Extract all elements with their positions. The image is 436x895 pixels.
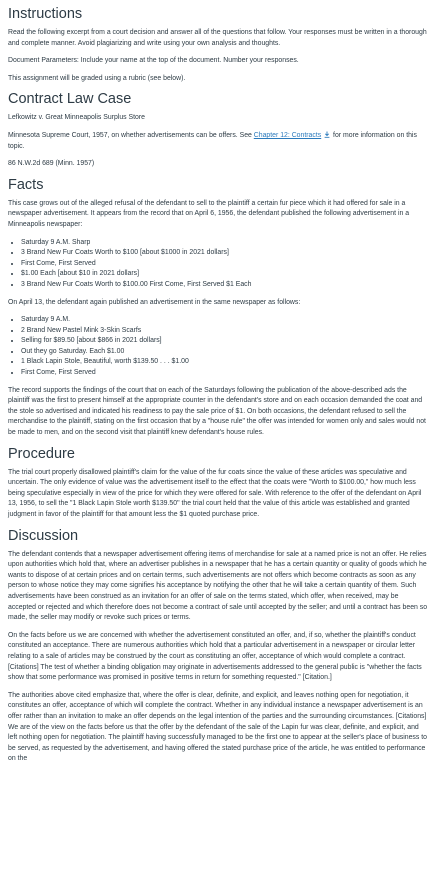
list-item: • $1.00 Each [about $10 in 2021 dollars]: [21, 269, 428, 280]
list-item: • 1 Black Lapin Stole, Beautiful, worth $139.50 . . . $1.00: [21, 357, 428, 368]
instructions-paragraph: Read the following excerpt from a court decision and answer all of the questions that follow. Your responses must be written in a thorough and complete manner. Avoid plagiarizing and write using your own analysis and thoughts.: [8, 29, 427, 47]
facts-paragraph-2: On April 13, the defendant again published an advertisement in the same newspaper as follows:: [8, 298, 301, 306]
discussion-heading: Discussion: [8, 527, 79, 544]
case-citation: 86 N.W.2d 689 (Minn. 1957): [8, 160, 95, 168]
case-court-text-after: for more information on this topic.: [8, 131, 417, 150]
rubric-note: This assignment will be graded using a rubric (see below).: [8, 74, 186, 82]
advertisement-list-1: [8, 238, 428, 291]
list-item: • 2 Brand New Pastel Mink 3-Skin Scarfs: [21, 326, 428, 337]
discussion-paragraph-2: On the facts before us we are concerned with whether the advertisement constituted an offer, and, if so, whether the plaintiff's conduct constituted an acceptance. There are numerous authorities which hold that a particular advertisement in a newspaper or circular letter relating to a sale of articles may be construed by the court as constituting an offer, acceptance of which would complete a contract. [Citations] The test of whether a binding obligation may originate in advertisements addressed to the general public is "whether the facts show that some performance was promised in positive terms in return for something requested." [Citation.]: [8, 631, 422, 682]
case-name: Lefkowitz v. Great Minneapolis Surplus Store: [8, 114, 145, 122]
list-item: • First Come, First Served: [21, 259, 428, 270]
list-item: • Saturday 9 A.M. Sharp: [21, 238, 428, 249]
list-item: • Out they go Saturday. Each $1.00: [21, 347, 428, 358]
case-court: [8, 131, 428, 152]
procedure-heading: Procedure: [8, 445, 75, 462]
download-icon[interactable]: [324, 131, 330, 138]
case-court-text: Minnesota Supreme Court, 1957, on whether advertisements can be offers. See: [8, 131, 254, 139]
instructions-heading: Instructions: [8, 6, 83, 22]
facts-paragraph-3: The record supports the findings of the court that on each of the Saturdays following the publication of the above-described ads the plaintiff was the first to present himself at the appropriate counter in the defendant's store and on each occasion demanded the coat and the stole so advertised and indicated his readiness to pay the sale price of $1. On both occasions, the defendant refused to sell the merchandise to the plaintiff, stating on the first occasion that by a "house rule" the offer was intended for women only and sales would not be made to men, and on the second visit that plaintiff knew defendant's house rules.: [8, 386, 426, 437]
chapter-link[interactable]: Chapter 12: Contracts: [253, 131, 322, 139]
facts-paragraph-1: This case grows out of the alleged refusal of the defendant to sell to the plaintiff a certain fur piece which it had offered for sale in a newspaper advertisement. It appears from the record that on April 6, 1956, the defendant published the following advertisement in a Minneapolis newspaper:: [8, 199, 410, 228]
document-parameters: Document Parameters: Include your name at the top of the document. Number your responses.: [8, 57, 299, 65]
list-item: • First Come, First Served: [21, 368, 428, 379]
discussion-paragraph-3: The authorities above cited emphasize that, where the offer is clear, definite, and explicit, and leaves nothing open for negotiation, it constitutes an offer, acceptance of which will complete the contract. Whether in any individual instance a newspaper advertisement is an offer rather than an invitation to make an offer depends on the legal intention of the parties and the surrounding circumstances. [Citations] We are of the view on the facts before us that the offer by the defendant of the sale of the Lapin fur was clear, definite, and explicit, and left nothing open for negotiation. The plaintiff having successfully managed to be the first one to appear at the seller's place of business to be served, as requested by the advertisement, and having offered the stated purchase price of the article, he was entitled to performance on the: [8, 691, 427, 763]
facts-heading: Facts: [8, 176, 44, 193]
discussion-paragraph-1: The defendant contends that a newspaper advertisement offering items of merchandise for sale at a named price is not an offer. He relies upon authorities which hold that, where an advertiser publishes in a newspaper that he has a certain quantity or quality of goods which he wants to dispose of at certain prices and on certain terms, such advertisements are not offers which become contracts as soon as any person to whose notice they may come signifies his acceptance by notifying the other that he will take a certain quantity of them. Such advertisements have been construed as an invitation for an offer of sale on the terms stated, which offer, when received, may be accepted or rejected and which therefore does not become a contract of sale until accepted by the seller; and until a contract has been so made, the seller may modify or revoke such prices or terms.: [8, 550, 428, 622]
list-item: • 3 Brand New Fur Coats Worth to $100 [about $1000 in 2021 dollars]: [21, 248, 428, 259]
case-heading: Contract Law Case: [8, 91, 132, 108]
procedure-paragraph: The trial court properly disallowed plaintiff's claim for the value of the fur coats since the value of these articles was speculative and uncertain. The only evidence of value was the advertisement itself to the effect that the coats were "Worth to $100.00," how much less being speculative especially in view of the price for which they were offered for sale. With reference to the offer of the defendant on April 13, 1956, to sell the "1 Black Lapin Stole worth $139.50" the trial court held that the value of this article was established and granted judgment in favor of the plaintiff for that amount less the $1 quoted purchase price.: [8, 468, 422, 518]
list-item: • Saturday 9 A.M.: [21, 315, 428, 326]
list-item: • Selling for $89.50 [about $866 in 2021 dollars]: [21, 336, 428, 347]
advertisement-list-2: [8, 315, 428, 379]
list-item: • 3 Brand New Fur Coats Worth to $100.00 First Come, First Served $1 Each: [21, 280, 428, 291]
